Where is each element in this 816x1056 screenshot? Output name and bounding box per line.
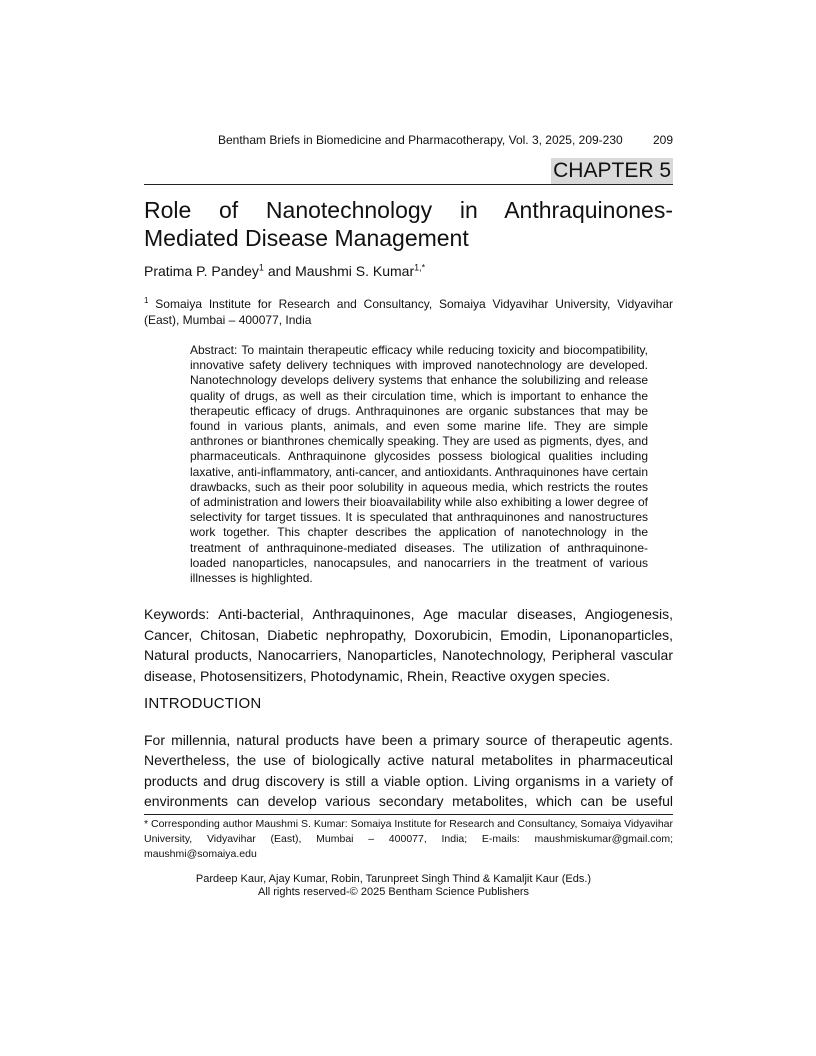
chapter-title-line-1: Role of Nanotechnology in Anthraquinones-	[144, 197, 673, 223]
title-divider	[144, 184, 673, 185]
footnote-divider	[144, 814, 673, 815]
author-affiliation-mark: 1	[258, 262, 264, 273]
publisher-info	[144, 873, 673, 899]
author-list	[144, 262, 425, 280]
keywords-text: Anti-bacterial, Anthraquinones, Age macular diseases, Angiogenesis, Cancer, Chitosan, Diabetic nephropathy, Doxorubicin, Emodin, Liponanoparticles, Natural products, Nanocarriers, Nanoparticles, Nanotechnology, Peripheral vascular disease, Photosensitizers, Photodynamic, Rhein, Reactive oxygen species.	[144, 606, 673, 684]
affiliation-text: Somaiya Institute for Research and Consultancy, Somaiya Vidyavihar University, Vidyavihar (East), Mumbai – 400077, India	[144, 297, 673, 327]
keywords	[144, 604, 673, 686]
copyright-line: All rights reserved-© 2025 Bentham Science Publishers	[257, 886, 529, 898]
abstract	[190, 343, 648, 586]
abstract-text: To maintain therapeutic efficacy while reducing toxicity and biocompatibility, innovative safety delivery techniques with improved nanotechnology are developed. Nanotechnology develops delivery systems that enhance the solubilizing and release quality of drugs, as well as their circulation time, which is important to enhance the therapeutic efficacy of drugs. Anthraquinones are organic substances that may be found in various plants, animals, and even some marine life. They are simple anthrones or bianthrones chemically speaking. They are used as pigments, dyes, and pharmaceuticals. Anthraquinone glycosides possess biological qualities including laxative, anti-inflammatory, anti-cancer, and antioxidants. Anthraquinones have certain drawbacks, such as their poor solubility in aqueous media, which restricts the routes of administration and lowers their bioavailability while also exhibiting a lower degree of selectivity for target tissues. It is speculated that anthraquinones and nanostructures work together. This chapter describes the application of nanotechnology in the treatment of anthraquinone-mediated diseases. The utilization of anthraquinone-loaded nanoparticles, nanocapsules, and nanocarriers in the treatment of various illnesses is highlighted.	[190, 343, 648, 586]
author-affiliation-mark: 1,*	[414, 262, 426, 273]
running-head	[218, 133, 673, 147]
affiliation	[144, 296, 673, 328]
abstract-label: Abstract:	[190, 343, 238, 357]
chapter-title-line-2: Mediated Disease Management	[144, 225, 469, 251]
chapter-title	[144, 196, 673, 252]
affiliation-mark: 1	[144, 296, 149, 305]
author-name: Maushmi S. Kumar	[295, 263, 415, 279]
introduction-paragraph: For millennia, natural products have been a primary source of therapeutic agents. Nevertheless, the use of biologically active natural metabolites in pharmaceutical products and drug discovery is still a viable option. Living organisms in a variety of environments can develop various secondary metabolites, which can be useful	[144, 732, 673, 809]
corresponding-author-footnote: * Corresponding author Maushmi S. Kumar: Somaiya Institute for Research and Consultancy, Somaiya Vidyavihar University, Vidyavihar (East), Mumbai – 400077, India; E-mails: maushmiskumar@gmail.com; maushmi@somaiya.edu	[144, 818, 673, 860]
editors-line: Pardeep Kaur, Ajay Kumar, Robin, Tarunpreet Singh Thind & Kamaljit Kaur (Eds.)	[195, 873, 592, 885]
author-connector: and	[263, 263, 296, 279]
page-number: 209	[652, 133, 673, 147]
section-heading-introduction: INTRODUCTION	[144, 695, 262, 712]
journal-citation: Bentham Briefs in Biomedicine and Pharmacotherapy, Vol. 3, 2025, 209-230	[218, 133, 623, 147]
author-name: Pratima P. Pandey	[144, 263, 259, 279]
chapter-label: CHAPTER 5	[553, 159, 671, 182]
keywords-label: Keywords:	[144, 606, 210, 622]
